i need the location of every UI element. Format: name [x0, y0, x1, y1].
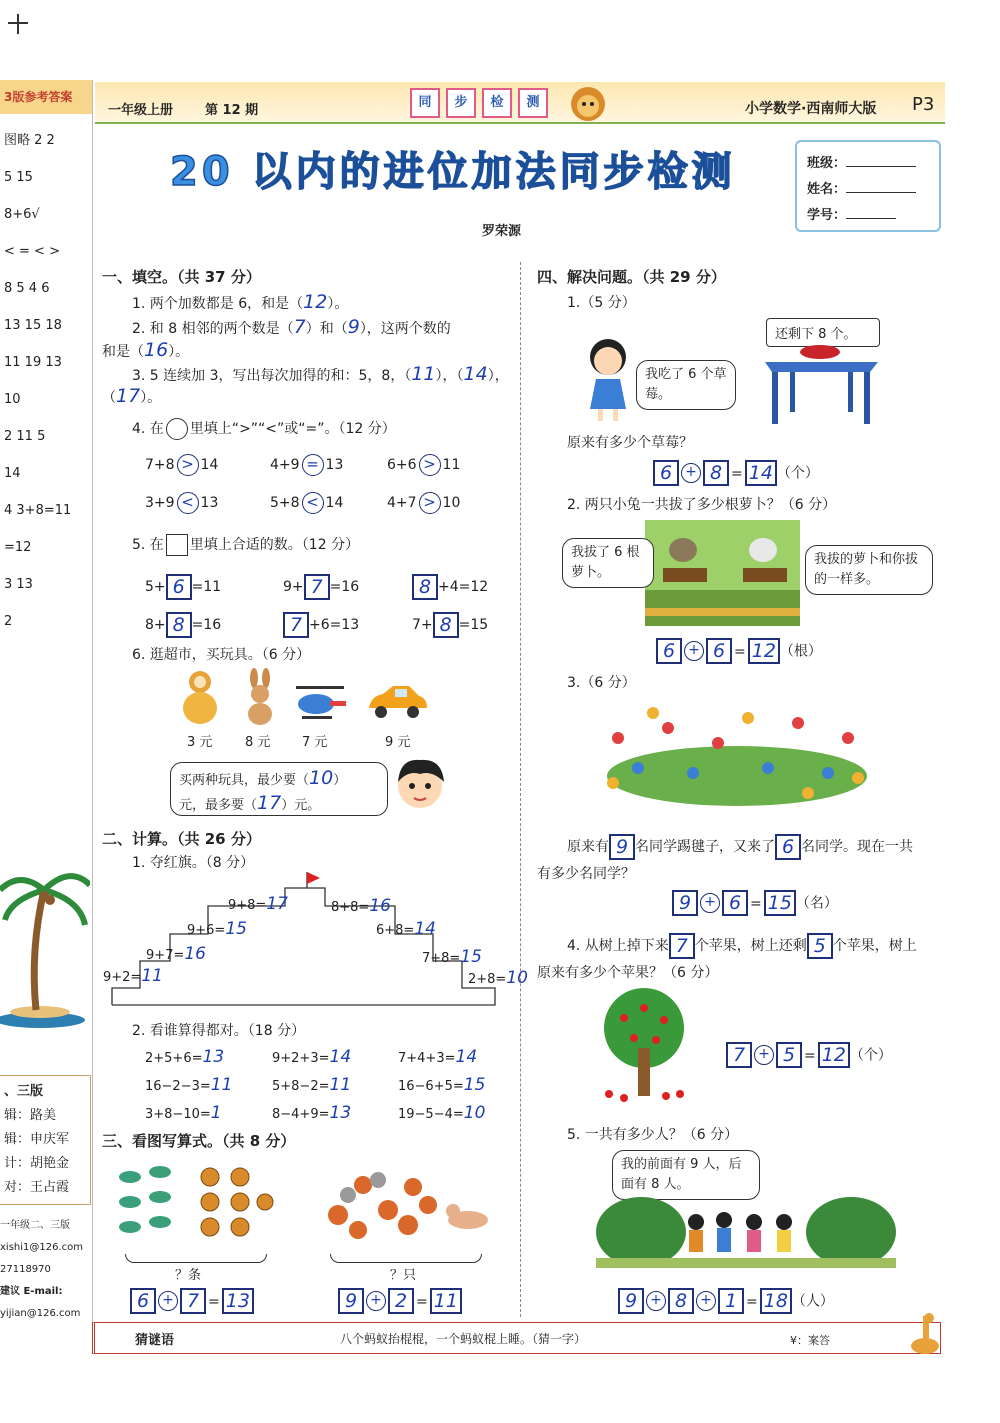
answer: 16 [369, 896, 391, 916]
table-speech-bubble: 还剩下 8 个。 [766, 318, 880, 347]
q4-4-text: 4. 从树上掉下来 7 个苹果，树上还剩 5 个苹果，树上 [567, 935, 917, 957]
grade-label: 一年级上册 [108, 103, 174, 118]
price-car: 9 元 [385, 735, 411, 750]
cats-picture [318, 1165, 498, 1250]
calc-item: 8−4+9=13 [272, 1103, 352, 1123]
answer-lines [0, 114, 92, 648]
answer: 9 [347, 316, 360, 338]
student-info-box [795, 140, 941, 232]
q4-4-equation: 7 + 5 = 12 （个） [726, 1042, 892, 1068]
answer: 11 [329, 1075, 352, 1095]
class-label: 班级： [807, 156, 847, 171]
compare-item: 5+8 < 14 [270, 492, 343, 514]
answer: 15 [463, 1075, 486, 1095]
fill-box-item: 8+ 8 =16 [145, 614, 222, 636]
q2-2-title: 2. 看谁算得都对。（18 分） [132, 1023, 306, 1039]
answer-line: 10 [4, 392, 21, 407]
credits-title: 、三版 [4, 1084, 44, 1099]
fill-box-item: 7+ 8 =15 [412, 614, 489, 636]
page-number: P3 [912, 94, 935, 115]
answer: 10 [463, 1103, 486, 1123]
credit-line: 对：王占霞 [4, 1180, 70, 1195]
sync-check-tag: 同 步 检 测 [410, 88, 548, 118]
calc-item: 7+4+3=14 [398, 1047, 478, 1067]
q4-3-equation: 9 + 6 = 15 （名） [672, 890, 838, 916]
subject-label: 小学数学·西南师大版 [745, 101, 877, 117]
calc-item: 16−2−3=11 [145, 1075, 233, 1095]
fill-box[interactable]: 6 [166, 574, 192, 600]
q4-5-title: 5. 一共有多少人？（6 分） [567, 1127, 739, 1143]
q4-1-title: 1.（5 分） [567, 295, 636, 311]
answer-line: 13 15 18 [4, 318, 62, 333]
flag-staircase [100, 870, 525, 1015]
answer-line: < = < > [4, 244, 60, 259]
id-label: 学号： [807, 208, 847, 223]
fish-count-label: ？条 [175, 1268, 202, 1283]
section2-title: 二、计算。（共 26 分） [102, 830, 261, 848]
queue-picture [596, 1192, 896, 1272]
queue-speech-bubble: 我的前面有 9 人，后面有 8 人。 [612, 1150, 760, 1200]
contact-email: xishi1@126.com [0, 1242, 84, 1253]
issue-label: 第 12 期 [205, 103, 259, 118]
rabbit-right-bubble: 我拔的萝卜和你拔的一样多。 [805, 545, 933, 595]
fill-box[interactable]: 8 [166, 612, 192, 638]
calc-item: 2+5+6=13 [145, 1047, 225, 1067]
column-divider [520, 262, 521, 1317]
stair-equation: 9+8=17 [228, 894, 288, 914]
bracket-left [125, 1254, 267, 1263]
answer: 14 [455, 1047, 478, 1067]
q4-2-title: 2. 两只小兔一共拔了多少根萝卜？（6 分） [567, 497, 837, 513]
compare-answer-circle[interactable]: < [302, 492, 324, 514]
answer: 14 [414, 919, 436, 939]
q1-5-title: 5. 在 里填上合适的数。（12 分） [132, 534, 359, 556]
answer: 15 [460, 947, 482, 967]
answer-line: 4 3+8=11 [4, 503, 72, 518]
calc-item: 5+8−2=11 [272, 1075, 352, 1095]
price-tumbler: 3 元 [187, 735, 213, 750]
compare-item: 4+7 > 10 [387, 492, 460, 514]
riddle-text: 八个蚂蚁抬棍棍，一个蚂蚁棍上睡。（猜一字） [340, 1332, 587, 1346]
q1-2-cont: 和是（16）。 [102, 339, 190, 361]
helicopter-toy-icon [292, 682, 348, 722]
q2-1-title: 1. 夺红旗。（8 分） [132, 855, 255, 871]
q4-1-question: 原来有多少个草莓？ [567, 435, 693, 451]
stair-equation: 7+8=15 [422, 947, 482, 967]
sidebar-heading: 3版参考答案 [0, 80, 92, 114]
calc-item: 3+8−10=1 [145, 1103, 222, 1123]
answer-line: 图略 2 2 [4, 133, 55, 148]
answer: 17 [266, 894, 288, 914]
compare-item: 6+6 > 11 [387, 454, 460, 476]
answer: 15 [225, 919, 247, 939]
q1-6-title: 6. 逛超市，买玩具。（6 分） [132, 647, 311, 663]
rabbits-picture [645, 520, 800, 626]
fill-box[interactable]: 7 [304, 574, 330, 600]
answer: 14 [463, 363, 488, 385]
class-field[interactable] [846, 166, 916, 167]
q4-3-text: 原来有 9 名同学踢毽子，又来了 6 名同学。现在一共 [567, 836, 913, 858]
answer: 12 [303, 291, 328, 313]
cat-equation: 9 + 2 = 11 [338, 1288, 462, 1314]
stair-equation: 8+8=16 [331, 896, 391, 916]
name-field[interactable] [846, 192, 916, 193]
answer-line: 2 [4, 614, 13, 629]
answer-line: 8 5 4 6 [4, 281, 50, 296]
q4-2-equation: 6 + 6 = 12 （根） [656, 638, 822, 664]
stair-equation: 9+7=16 [146, 944, 206, 964]
circle-icon [166, 418, 188, 440]
stair-equation: 9+6=15 [187, 919, 247, 939]
stair-equation: 9+2=11 [103, 966, 163, 986]
compare-item: 7+8 > 14 [145, 454, 218, 476]
fill-box[interactable]: 8 [412, 574, 438, 600]
page-title: 20 以内的进位加法同步检测 [170, 149, 736, 195]
riddle-label: 猜谜语 [135, 1333, 175, 1348]
answer: 10 [309, 767, 334, 789]
crop-mark [17, 14, 19, 34]
section1-title: 一、填空。（共 37 分） [102, 268, 261, 286]
section4-title: 四、解决问题。（共 29 分） [537, 268, 726, 286]
toy-car-icon [365, 682, 429, 722]
credit-line: 辑：申庆军 [4, 1132, 70, 1147]
q4-4-text-cont: 原来有多少个苹果？（6 分） [537, 965, 719, 981]
q1-3: 3. 5 连续加 3，写出每次加得的和：5，8，（11），（14）， [132, 363, 509, 385]
answer-line: 2 11 5 [4, 429, 46, 444]
toy-question-bubble: 买两种玩具，最少要（10） 元，最多要（17）元。 [170, 762, 388, 816]
credit-line: 计：胡艳金 [4, 1156, 70, 1171]
contact-line: 建议 E-mail: [0, 1286, 63, 1297]
square-icon [166, 534, 188, 556]
answer: 17 [257, 792, 282, 814]
contact-line: 一年级二、三版 [0, 1220, 70, 1231]
stair-equation: 6+8=14 [376, 919, 436, 939]
compare-item: 4+9 = 13 [270, 454, 343, 476]
q1-1: 1. 两个加数都是 6，和是（12）。 [132, 291, 349, 313]
calc-item: 16−6+5=15 [398, 1075, 486, 1095]
fish-picture [115, 1162, 275, 1252]
calc-item: 19−5−4=10 [398, 1103, 486, 1123]
compare-item: 3+9 < 13 [145, 492, 218, 514]
answer: 13 [202, 1047, 225, 1067]
q1-3-cont: （17）。 [102, 385, 162, 407]
tumbler-toy-icon [180, 668, 220, 726]
id-field[interactable] [846, 218, 896, 219]
red-flag-icon [307, 872, 320, 884]
answer: 11 [141, 966, 163, 986]
boy-face-icon [392, 752, 448, 814]
author: 罗荣源 [482, 224, 522, 239]
girl-icon [580, 335, 636, 423]
giraffe-icon [905, 1312, 943, 1356]
q4-1-equation: 6 + 8 = 14 （个） [653, 460, 819, 486]
kids-playing-picture [598, 698, 876, 810]
credit-line: 辑：路美 [4, 1108, 57, 1123]
answer: 10 [506, 968, 528, 988]
name-label: 姓名： [807, 182, 847, 197]
palm-tree-illustration [0, 860, 90, 1030]
fill-box[interactable]: 8 [433, 612, 459, 638]
fill-box-item: 9+ 7 =16 [283, 576, 360, 598]
answer: 1 [210, 1103, 222, 1123]
answer: 16 [184, 944, 206, 964]
q1-4-title: 4. 在 里填上“>”“<”或“=”。（12 分） [132, 418, 396, 440]
answer: 17 [116, 385, 141, 407]
answer-line: 8+6√ [4, 207, 40, 222]
compare-answer-circle[interactable]: > [177, 454, 199, 476]
table-strawberries-icon [760, 340, 882, 430]
stair-equation: 2+8=10 [468, 968, 528, 988]
answer: 7 [293, 316, 306, 338]
compare-answer-circle[interactable]: = [302, 454, 324, 476]
compare-answer-circle[interactable]: > [419, 492, 441, 514]
q4-5-equation: 9 + 8 + 1 = 18 （人） [618, 1288, 834, 1314]
answer: 13 [329, 1103, 352, 1123]
cat-count-label: ？只 [390, 1268, 417, 1283]
answer-line: 3 13 [4, 577, 33, 592]
answer: 11 [210, 1075, 233, 1095]
price-rabbit: 8 元 [245, 735, 271, 750]
riddle-answer: ¥：案答 [790, 1334, 830, 1347]
answer-line: 11 19 13 [4, 355, 62, 370]
contact-phone: 27118970 [0, 1264, 51, 1275]
compare-answer-circle[interactable]: > [419, 454, 441, 476]
price-helicopter: 7 元 [302, 735, 328, 750]
fill-box-item: 8 +4=12 [412, 574, 488, 600]
answer: 11 [411, 363, 436, 385]
answer-line: =12 [4, 540, 32, 555]
rabbit-left-bubble: 我拔了 6 根萝卜。 [562, 538, 654, 588]
fish-equation: 6 + 7 = 13 [130, 1288, 254, 1314]
rabbit-toy-icon [242, 668, 278, 726]
contact-email: yijian@126.com [0, 1308, 81, 1319]
q4-3-text-cont: 有多少名同学？ [537, 866, 635, 882]
girl-speech-bubble: 我吃了 6 个草莓。 [636, 360, 736, 410]
fill-box-item: 7 +6=13 [283, 612, 359, 638]
q1-2: 2. 和 8 相邻的两个数是（7）和（9），这两个数的 [132, 316, 451, 338]
compare-answer-circle[interactable]: < [177, 492, 199, 514]
answer-line: 5 15 [4, 170, 33, 185]
sidebar-answers [0, 80, 93, 1340]
fill-box-item: 5+ 6 =11 [145, 576, 222, 598]
answer-line: 14 [4, 466, 21, 481]
credits-box [0, 1075, 91, 1205]
lion-mascot-icon [568, 84, 608, 124]
answer: 16 [144, 339, 169, 361]
contact-info [0, 1215, 83, 1325]
q4-3-title: 3.（6 分） [567, 675, 636, 691]
section3-title: 三、看图写算式。（共 8 分） [102, 1132, 296, 1150]
bracket-right [330, 1254, 482, 1263]
calc-item: 9+2+3=14 [272, 1047, 352, 1067]
fill-box[interactable]: 7 [283, 612, 309, 638]
apple-tree-icon [594, 988, 694, 1104]
answer: 14 [329, 1047, 352, 1067]
